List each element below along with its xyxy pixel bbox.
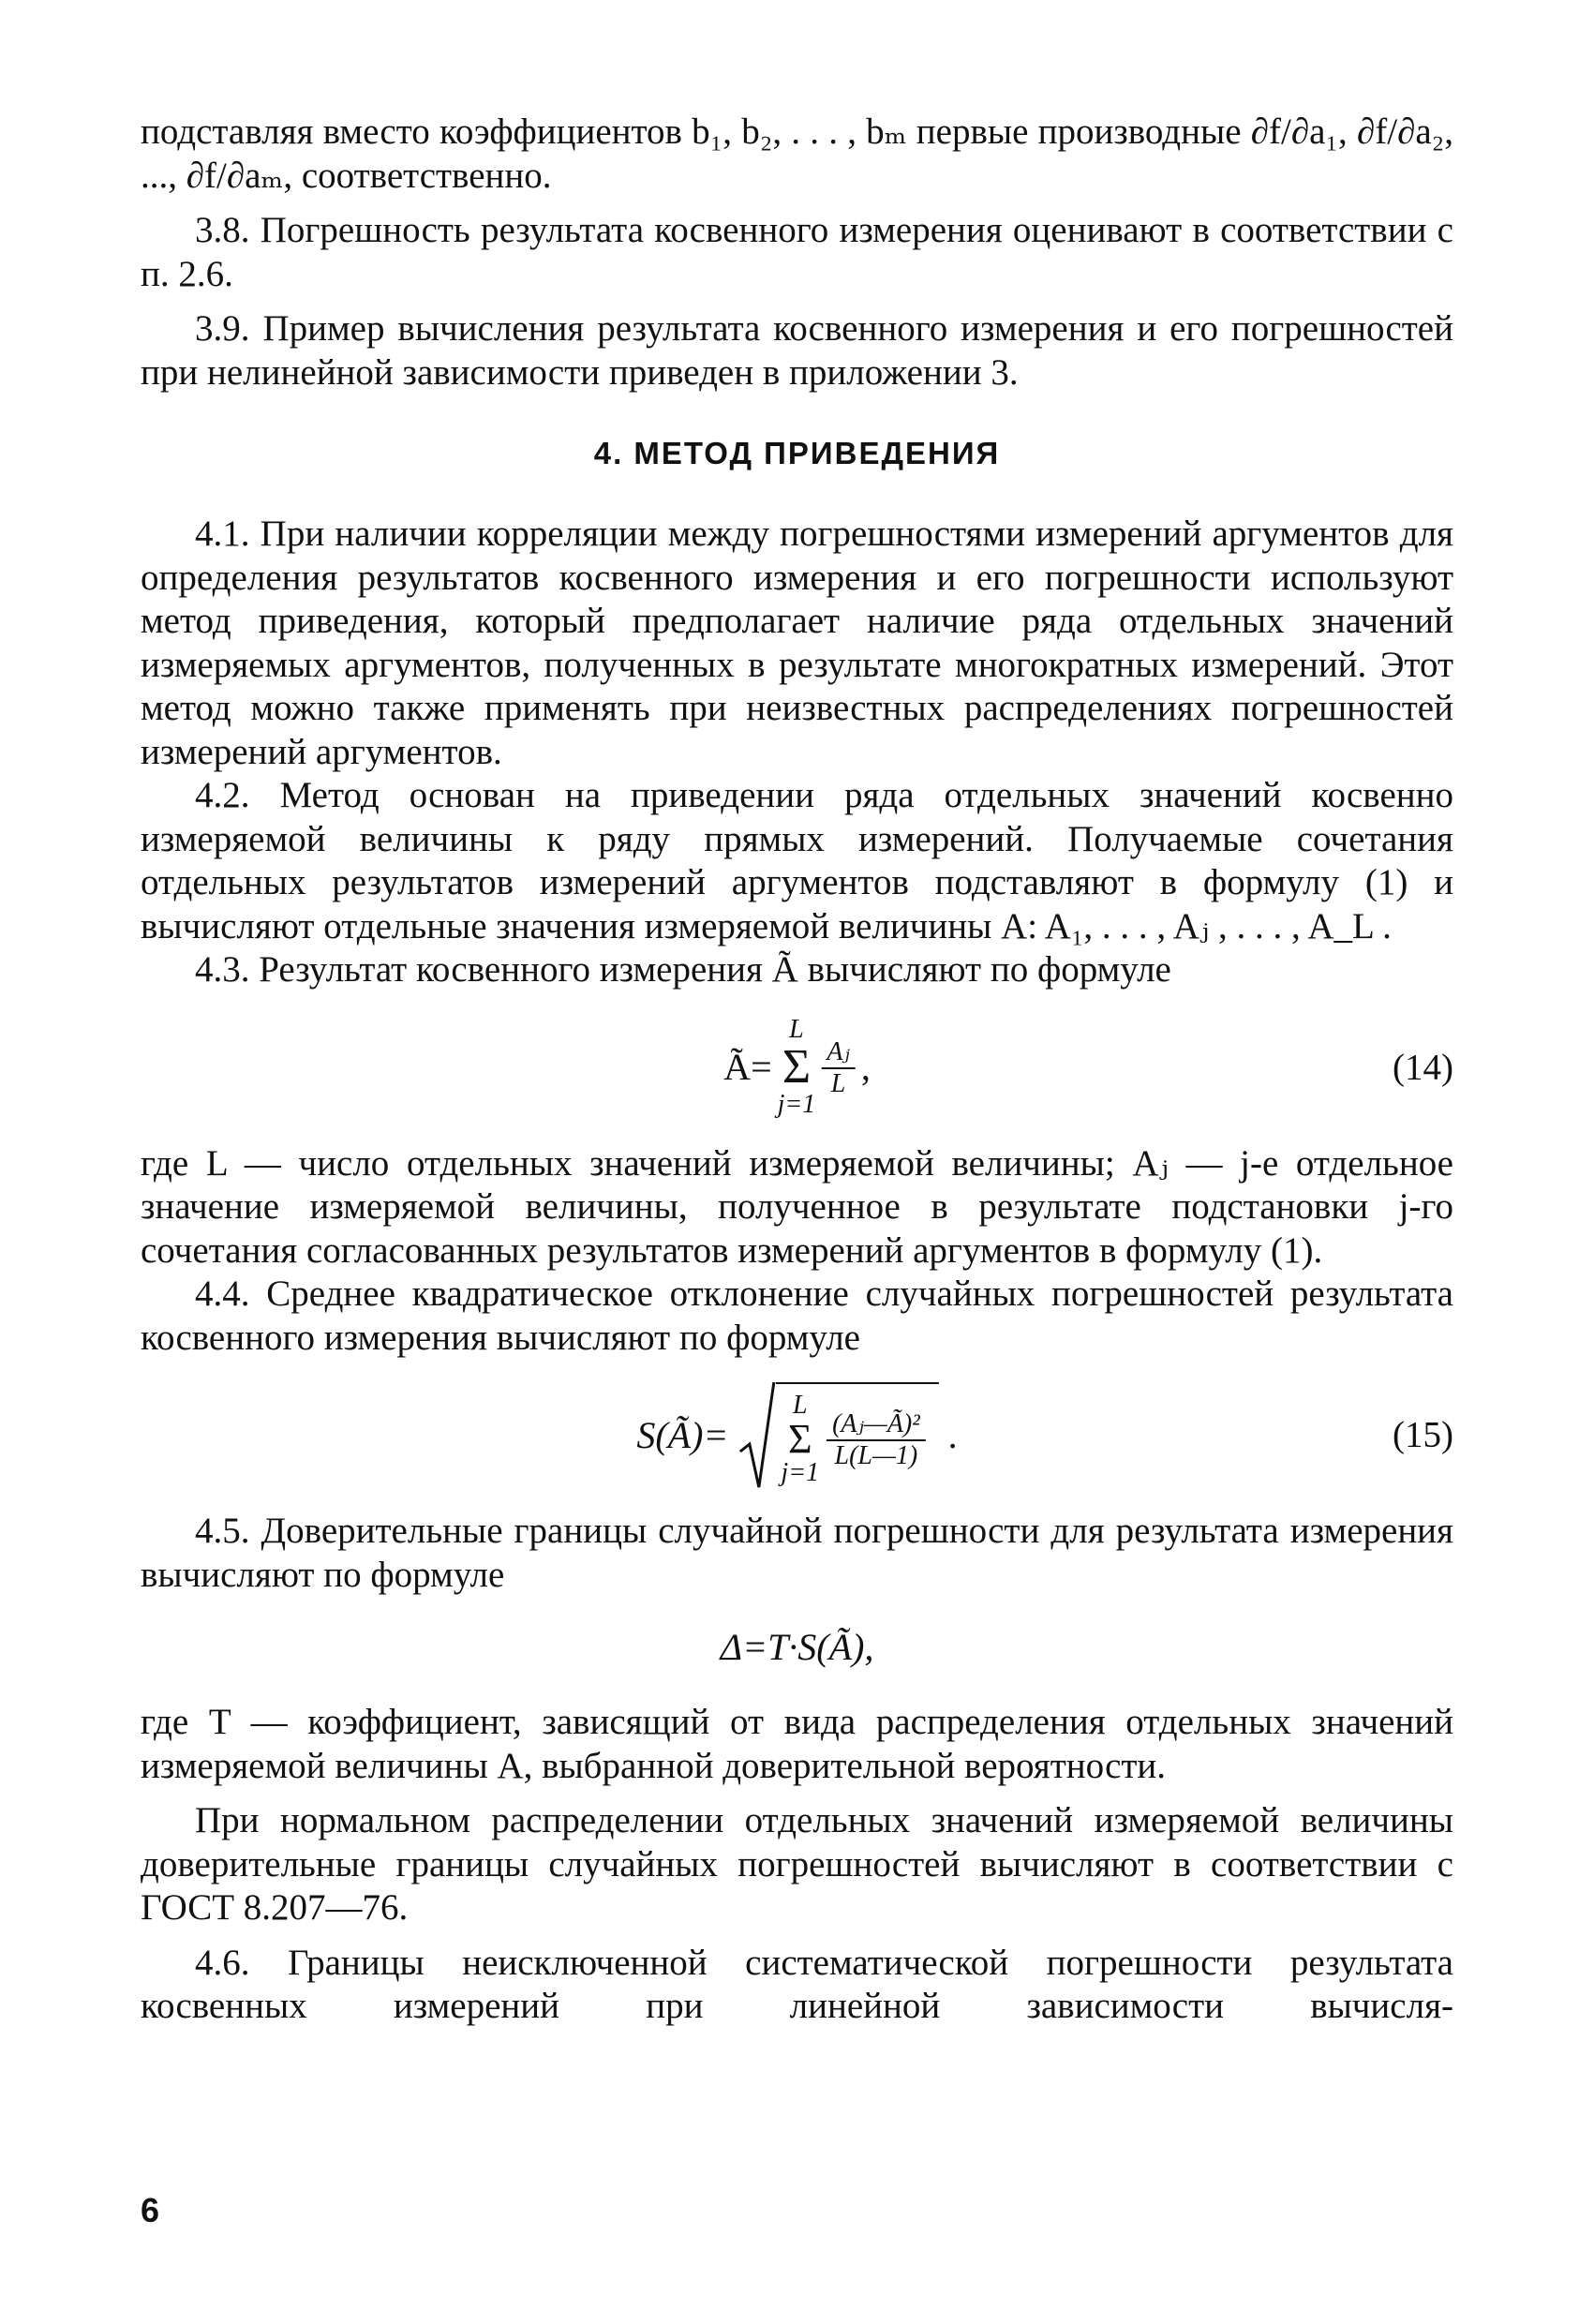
paragraph-4-3-explanation: где L — число отдельных значений измеряемой величины; Aⱼ — j-е отдельное значение измеряемой величины, полученное в результате подстановки j-го сочетания согласованных результатов измерений аргументов в формулу (1).	[141, 1142, 1453, 1271]
formula-14-denominator: L	[821, 1067, 856, 1099]
formula-14-lhs: Ã=	[723, 1046, 772, 1088]
formula-14-sum-bottom: j=1	[777, 1089, 816, 1119]
paragraph-4-5: 4.5. Доверительные границы случайной погрешности для результата измерения вычисляют по формуле	[141, 1511, 1453, 1595]
formula-15	[141, 1360, 1453, 1510]
formula-15-sum-top: L	[792, 1391, 808, 1420]
paragraph-4-5-explanation: где T — коэффициент, зависящий от вида распределения отдельных значений измеряемой величины A, выбранной доверительной вероятности.	[141, 1702, 1453, 1786]
sum-symbol-icon: Σ	[787, 1416, 812, 1462]
formula-14-tail: ,	[860, 1046, 871, 1088]
paragraph-3-9: 3.9. Пример вычисления результата косвенного измерения и его погрешностей при нелинейной зависимости приведен в приложении 3.	[141, 308, 1453, 393]
formula-15-sum-bottom: j=1	[781, 1458, 820, 1487]
paragraph-4-4: 4.4. Среднее квадратическое отклонение случайных погрешностей результата косвенного измерения вычисляют по формуле	[141, 1274, 1453, 1358]
sum-symbol-icon: Σ	[782, 1039, 812, 1094]
formula-15-tail: .	[947, 1413, 958, 1456]
formula-14-label: (14)	[1393, 1047, 1453, 1087]
paragraph-4-1: 4.1. При наличии корреляции между погрешностями измерений аргументов для определения результатов косвенного измерения и его погрешности используют метод приведения, который предполагает наличие ряда отдельных значений измеряемых аргументов, полученных в результате многократных измерений. Этот метод можно также применять при неизвестных распределениях погрешностей измерений аргументов.	[141, 514, 1453, 772]
paragraph-4-3: 4.3. Результат косвенного измерения Ã вычисляют по формуле	[195, 949, 1171, 990]
page-number: 6	[141, 2191, 160, 2229]
formula-14-fraction	[821, 1035, 856, 1099]
paragraph-4-6: 4.6. Границы неисключенной систематической погрешности результата косвенных измерений при линейной зависимости вычисля-	[141, 1942, 1453, 2026]
formula-15-fraction	[827, 1408, 926, 1471]
section-heading: 4. МЕТОД ПРИВЕДЕНИЯ	[593, 436, 1001, 470]
formula-14-sum-top: L	[789, 1014, 804, 1044]
paragraph-3-8: 3.8. Погрешность результата косвенного измерения оценивают в соответствии с п. 2.6.	[141, 210, 1453, 294]
formula-14-numerator: Aⱼ	[827, 1036, 850, 1066]
formula-delta-text: Δ=T·S(Ã),	[720, 1626, 874, 1668]
formula-15-denominator: L(L—1)	[827, 1439, 926, 1471]
formula-delta	[141, 1625, 1453, 1669]
formula-15-label: (15)	[1393, 1414, 1453, 1455]
formula-15-lhs: S(Ã)=	[636, 1413, 729, 1456]
paragraph-continuation: подставляя вместо коэффициентов b₁, b₂, . . . , bₘ первые производные ∂f/∂a₁, ∂f/∂a₂, ..., ∂f/∂aₘ, соответственно.	[141, 112, 1453, 196]
paragraph-4-2: 4.2. Метод основан на приведении ряда отдельных значений косвенно измеряемой величины к ряду прямых измерений. Получаемые сочетания отдельных результатов измерений аргументов подставляют в формулу (1) и вычисляют отдельные значения измеряемой величины A: A₁, . . . , Aⱼ , . . . , A_L .	[141, 775, 1453, 946]
formula-14	[141, 992, 1453, 1142]
paragraph-normal-distribution: При нормальном распределении отдельных значений измеряемой величины доверительные границы случайных погрешностей вычисляют в соответствии с ГОСТ 8.207—76.	[141, 1800, 1453, 1928]
formula-15-numerator: (Aⱼ—Ã)²	[832, 1409, 920, 1438]
square-root-icon	[737, 1378, 775, 1491]
